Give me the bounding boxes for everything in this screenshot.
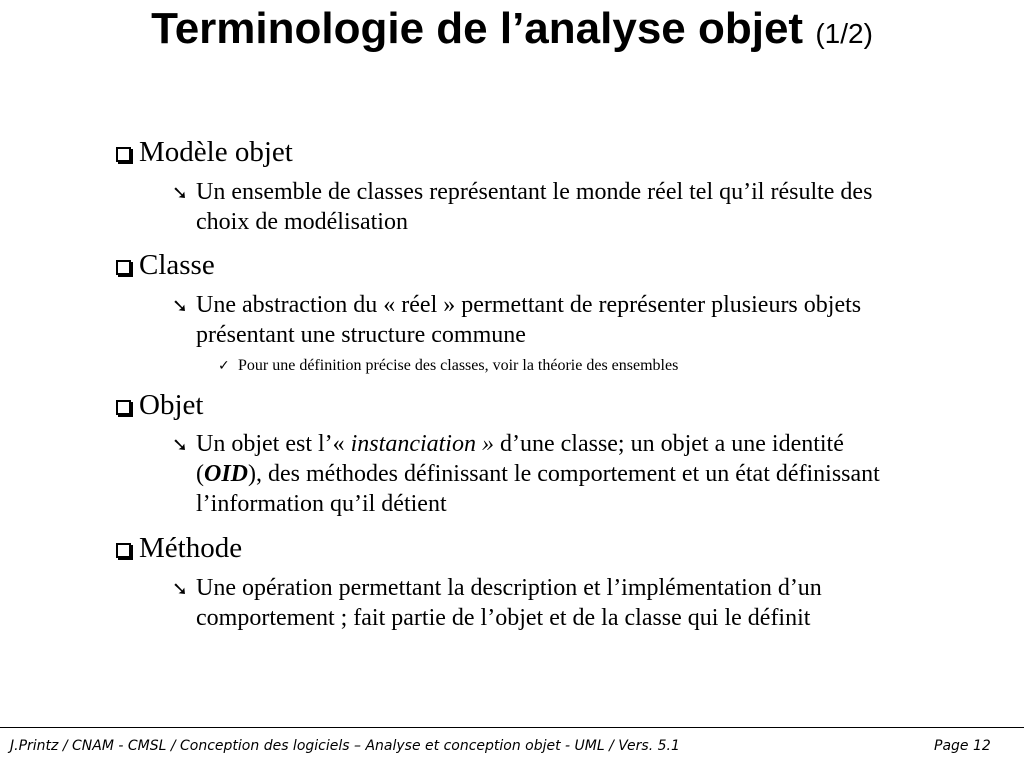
- heading-methode: Méthode: [139, 532, 243, 564]
- arrow-bullet-icon: ➘: [172, 295, 188, 317]
- checkmark-bullet-icon: ✓: [218, 358, 230, 374]
- subbullet-modele-objet: [172, 177, 194, 209]
- footer-divider: [0, 727, 1024, 728]
- subbullet-classe: [172, 290, 194, 322]
- modele-objet-line-2: choix de modélisation: [196, 209, 408, 235]
- classe-line-2: présentant une structure commune: [196, 322, 526, 348]
- bullet-classe: [116, 248, 215, 282]
- arrow-bullet-icon: ➘: [172, 578, 188, 600]
- subbullet-objet: [172, 429, 194, 461]
- footer-page-number: Page 12: [934, 738, 991, 754]
- objet-line-1-italic: instanciation »: [350, 431, 494, 457]
- checkbox-bullet-icon: [116, 147, 131, 162]
- objet-oid: OID: [204, 461, 249, 487]
- heading-classe: Classe: [139, 249, 215, 281]
- title-suffix: (1/2): [815, 18, 873, 49]
- objet-line-1-part-1: Un objet est l’«: [196, 431, 351, 457]
- classe-sub-note: [218, 356, 678, 376]
- arrow-bullet-icon: ➘: [172, 182, 188, 204]
- checkbox-bullet-icon: [116, 400, 131, 415]
- footer-credits: J.Printz / CNAM - CMSL / Conception des logiciels – Analyse et conception objet - UML / Vers. 5.1: [10, 738, 680, 754]
- title-text: Terminologie de l’analyse objet: [151, 4, 804, 53]
- heading-modele-objet: Modèle objet: [139, 136, 293, 168]
- bullet-methode: [116, 531, 242, 565]
- arrow-bullet-icon: ➘: [172, 434, 188, 456]
- objet-line-1: [196, 429, 844, 460]
- methode-line-2: comportement ; fait partie de l’objet et de la classe qui le définit: [196, 605, 811, 631]
- checkbox-bullet-icon: [116, 543, 131, 558]
- objet-line-2-rest: ), des méthodes définissant le comportement et un état définissant: [248, 461, 880, 487]
- objet-line-2-open: (: [196, 461, 204, 487]
- modele-objet-line-1: Un ensemble de classes représentant le monde réel tel qu’il résulte des: [196, 179, 873, 205]
- heading-objet: Objet: [139, 389, 204, 421]
- bullet-modele-objet: [116, 135, 293, 169]
- classe-line-1: Une abstraction du « réel » permettant de représenter plusieurs objets: [196, 292, 862, 318]
- checkbox-bullet-icon: [116, 260, 131, 275]
- objet-line-3: l’information qu’il détient: [196, 491, 447, 517]
- objet-line-1-part-2: d’une classe; un objet a une identité: [493, 431, 844, 457]
- methode-line-1: Une opération permettant la description et l’implémentation d’un: [196, 575, 822, 601]
- subbullet-methode: [172, 573, 194, 605]
- objet-line-2: [196, 459, 880, 490]
- bullet-objet: [116, 388, 203, 422]
- classe-sub-text: Pour une définition précise des classes, voir la théorie des ensembles: [238, 357, 679, 374]
